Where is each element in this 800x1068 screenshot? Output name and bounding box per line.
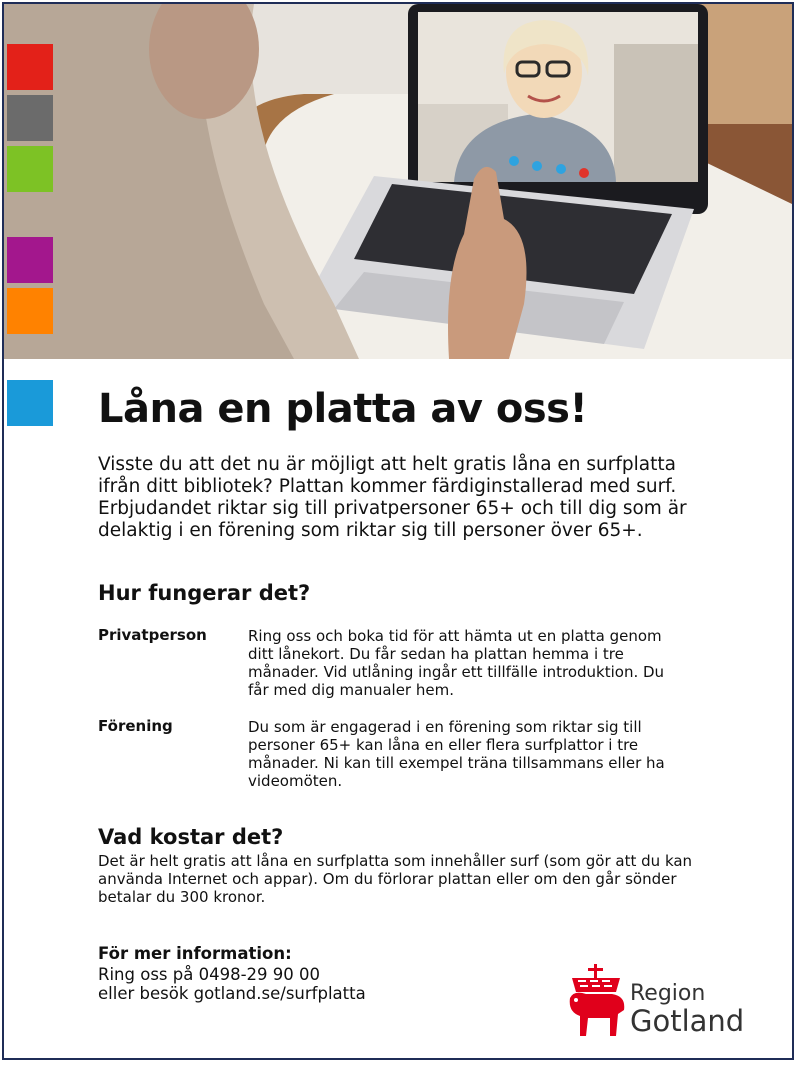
info-heading: För mer information: <box>98 944 292 963</box>
logo-gotland-text: Gotland <box>630 1004 745 1038</box>
color-swatch-purple <box>7 237 53 283</box>
info-website: eller besök gotland.se/surfplatta <box>98 984 366 1003</box>
intro-text: Visste du att det nu är möjligt att helt gratis låna en surfplatta ifrån ditt bibliotek? Plattan kommer färdiginstallerad med surf. Erbjudandet riktar sig till privatpersoner 65+ och till dig som är delaktig i en förening som riktar sig till personer över 65+. <box>98 454 687 541</box>
color-swatch-green <box>7 146 53 192</box>
how-heading: Hur fungerar det? <box>98 581 311 605</box>
logo-region-text: Region <box>630 981 706 1006</box>
page-title: Låna en platta av oss! <box>98 386 588 432</box>
info-phone: Ring oss på 0498-29 90 00 <box>98 965 321 984</box>
region-gotland-logo <box>566 964 766 1044</box>
color-swatch-gray <box>7 95 53 141</box>
desc-privatperson: Ring oss och boka tid för att hämta ut en platta genom ditt lånekort. Du får sedan ha plattan hemma i tre månader. Vid utlåning ingår ett tillfälle introduktion. Du får med dig manualer hem. <box>248 627 665 699</box>
term-privatperson: Privatperson <box>98 626 207 644</box>
color-swatch-red <box>7 44 53 90</box>
poster <box>2 2 794 1060</box>
gotland-ram-icon <box>566 964 628 1039</box>
color-swatch-orange <box>7 288 53 334</box>
cost-text: Det är helt gratis att låna en surfplatta som innehåller surf (som gör att du kan använda Internet och appar). Om du förlorar plattan eller om den går sönder betalar du 300 kronor. <box>98 852 693 906</box>
cost-heading: Vad kostar det? <box>98 825 284 849</box>
desc-forening: Du som är engagerad i en förening som riktar sig till personer 65+ kan låna en eller flera surfplattor i tre månader. Ni kan till exempel träna tillsammans eller ha videomöten. <box>248 718 665 790</box>
term-forening: Förening <box>98 717 173 735</box>
color-swatch-blue <box>7 380 53 426</box>
hero-photo <box>4 4 792 359</box>
